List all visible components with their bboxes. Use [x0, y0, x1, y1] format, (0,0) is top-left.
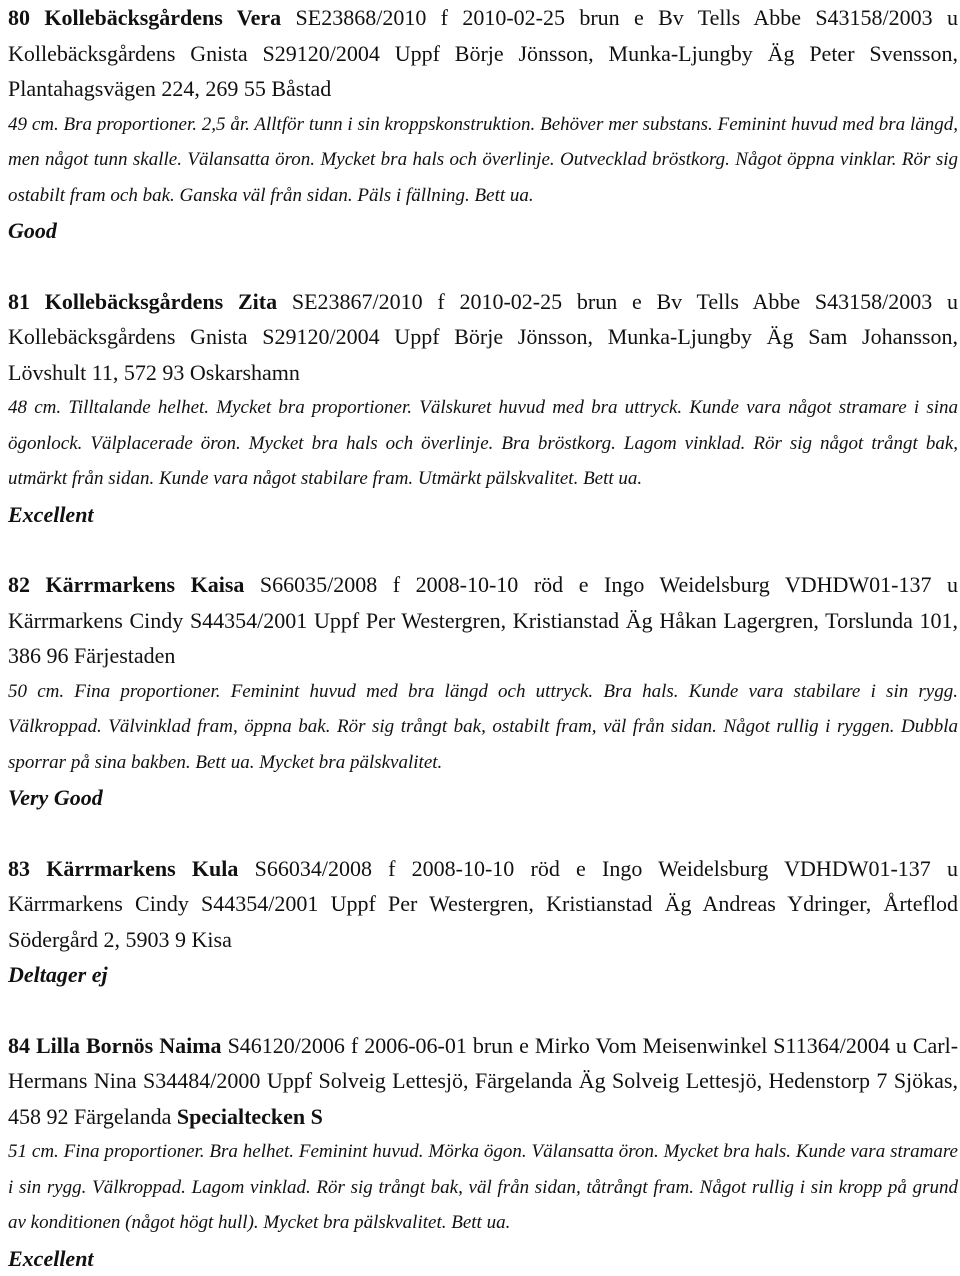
entry-number-and-name [8, 289, 277, 314]
judge-critique: 50 cm. Fina proportioner. Feminint huvud med bra längd och uttryck. Bra hals. Kunde vara stabilare i sin rygg. Välkroppad. Välvinklad fram, öppna bak. Rör sig trångt bak, ostabilt fram, väl från sidan. Något rullig i ryggen. Dubbla sporrar på sina bakben. Bett ua. Mycket bra pälskvalitet. [8, 674, 958, 781]
judge-critique: 51 cm. Fina proportioner. Bra helhet. Feminint huvud. Mörka ögon. Välansatta öron. Mycket bra hals. Kunde vara stramare i sin rygg. Välkroppad. Lagom vinklad. Rör sig trångt bak, väl från sidan, tåtrångt fram. Något rullig i sin kropp på grund av konditionen (något högt hull). Mycket bra pälskvalitet. Bett ua. [8, 1134, 958, 1241]
dog-name: Kollebäcksgårdens Vera [44, 5, 281, 30]
grade: Very Good [8, 780, 958, 816]
special-mark: Specialtecken S [177, 1104, 323, 1129]
entry-registration [8, 567, 958, 674]
entry-number: 82 [8, 572, 30, 597]
registration-details: SE23867/2010 f 2010-02-25 brun e Bv Tells Abbe S43158/2003 u Kollebäcksgårdens Gnista S29120/2004 Uppf Börje Jönsson, Munka-Ljungby Äg Sam Johansson, Lövshult 11, 572 93 Oskarshamn [8, 289, 958, 385]
registration-details: S66035/2008 f 2008-10-10 röd e Ingo Weidelsburg VDHDW01-137 u Kärrmarkens Cindy S44354/2001 Uppf Per Westergren, Kristianstad Äg Håkan Lagergren, Torslunda 101, 386 96 Färjestaden [8, 572, 958, 668]
dog-entry-80 [8, 0, 958, 249]
entry-number-and-name [8, 856, 238, 881]
entry-number: 84 [8, 1033, 30, 1058]
grade: Excellent [8, 1241, 958, 1276]
registration-details: S66034/2008 f 2008-10-10 röd e Ingo Weidelsburg VDHDW01-137 u Kärrmarkens Cindy S44354/2001 Uppf Per Westergren, Kristianstad Äg Andreas Ydringer, Årteflod Södergård 2, 5903 9 Kisa [8, 856, 958, 952]
dog-entry-82 [8, 567, 958, 816]
entry-registration [8, 0, 958, 107]
entry-registration [8, 1028, 958, 1135]
grade: Deltager ej [8, 957, 958, 993]
dog-name: Kärrmarkens Kaisa [46, 572, 245, 597]
entry-number: 83 [8, 856, 30, 881]
judge-critique: 49 cm. Bra proportioner. 2,5 år. Alltför tunn i sin kroppskonstruktion. Behöver mer substans. Feminint huvud med bra längd, men något tunn skalle. Välansatta öron. Mycket bra hals och överlinje. Outvecklad bröstkorg. Något öppna vinklar. Rör sig ostabilt fram och bak. Ganska väl från sidan. Päls i fällning. Bett ua. [8, 107, 958, 214]
grade: Good [8, 213, 958, 249]
dog-entry-84 [8, 1028, 958, 1276]
registration-details: S46120/2006 f 2006-06-01 brun e Mirko Vom Meisenwinkel S11364/2004 u Carl-Hermans Nina S34484/2000 Uppf Solveig Lettesjö, Färgelanda Äg Solveig Lettesjö, Hedenstorp 7 Sjökas, 458 92 Färgelanda [8, 1033, 958, 1129]
catalog-page [8, 0, 958, 1276]
entry-registration [8, 851, 958, 958]
dog-entry-83 [8, 851, 958, 993]
entry-number: 81 [8, 289, 30, 314]
dog-entry-81 [8, 284, 958, 533]
entry-number: 80 [8, 5, 30, 30]
entry-number-and-name [8, 572, 244, 597]
entry-registration [8, 284, 958, 391]
registration-details: SE23868/2010 f 2010-02-25 brun e Bv Tells Abbe S43158/2003 u Kollebäcksgårdens Gnista S29120/2004 Uppf Börje Jönsson, Munka-Ljungby Äg Peter Svensson, Plantahagsvägen 224, 269 55 Båstad [8, 5, 958, 101]
dog-name: Kollebäcksgårdens Zita [45, 289, 277, 314]
entry-number-and-name [8, 1033, 222, 1058]
dog-name: Kärrmarkens Kula [46, 856, 238, 881]
entry-number-and-name [8, 5, 281, 30]
grade: Excellent [8, 497, 958, 533]
judge-critique: 48 cm. Tilltalande helhet. Mycket bra proportioner. Välskuret huvud med bra uttryck. Kunde vara något stramare i sina ögonlock. Välplacerade öron. Mycket bra hals och överlinje. Bra bröstkorg. Lagom vinklad. Rör sig något trångt bak, utmärkt från sidan. Kunde vara något stabilare fram. Utmärkt pälskvalitet. Bett ua. [8, 390, 958, 497]
dog-name: Lilla Bornös Naima [36, 1033, 222, 1058]
